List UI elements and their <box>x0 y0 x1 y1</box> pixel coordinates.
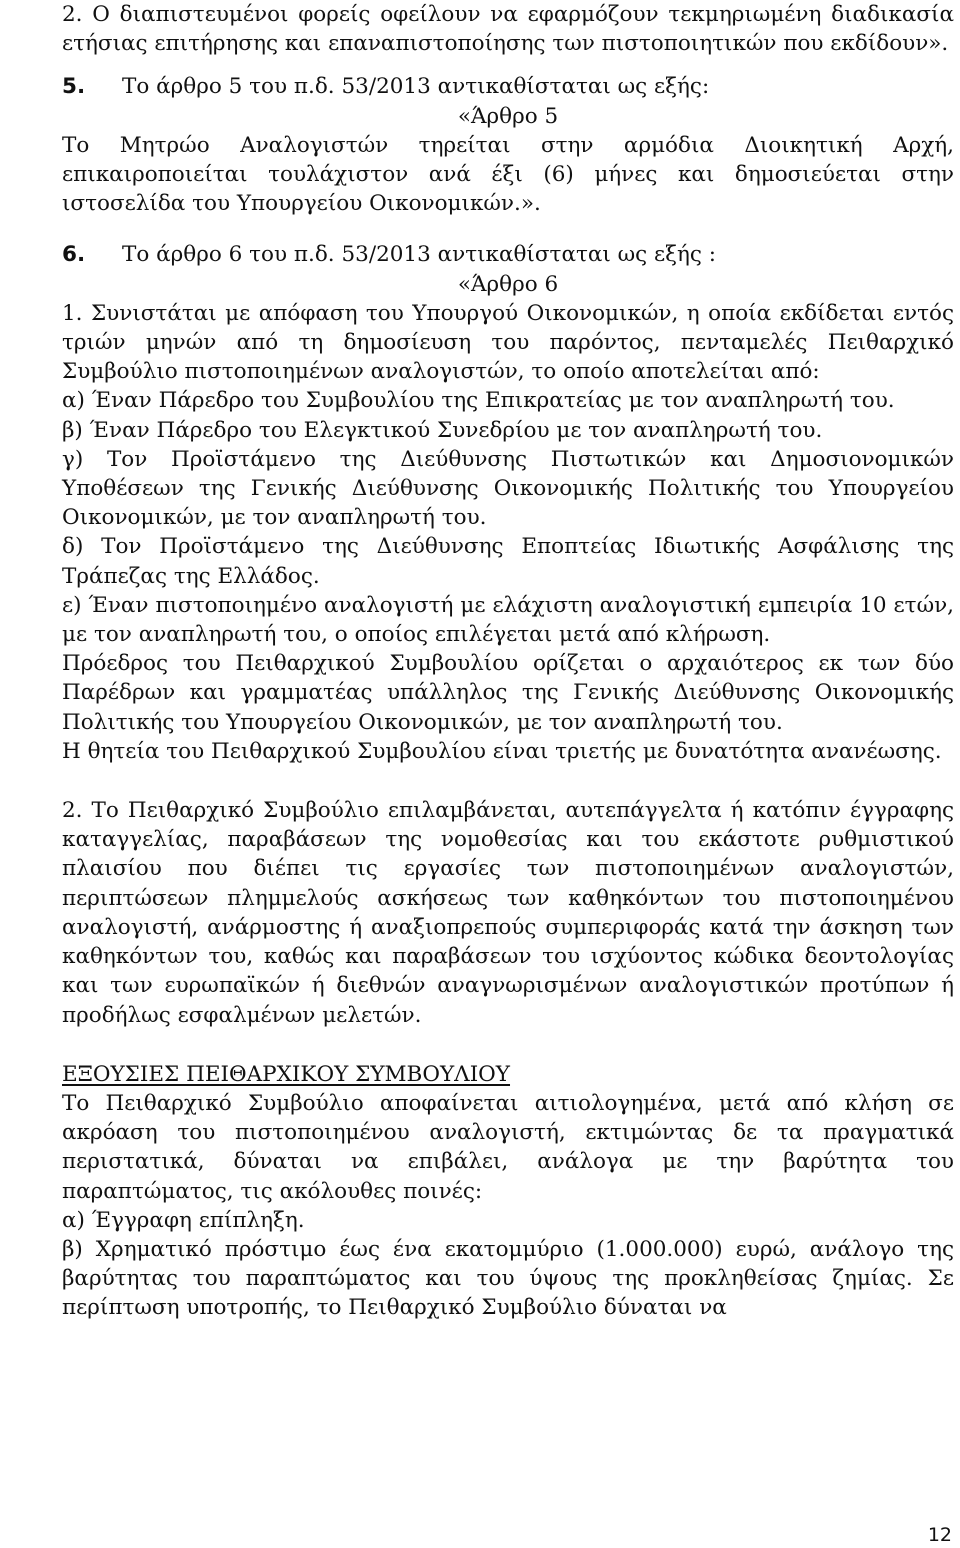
article-6-member-b: β) Έναν Πάρεδρο του Ελεγκτικού Συνεδρίου με τον αναπληρωτή του. <box>62 417 823 443</box>
page-number: 12 <box>927 1524 952 1546</box>
article-6-paragraph-1: 1. Συνιστάται με απόφαση του Υπουργού Οικονομικών, η οποία εκδίδεται εντός τριών μηνών από τη δημοσίευση του παρόντος, πενταμελές Πειθαρχικό Συμβούλιο πιστοποιημένων αναλογιστών, το οποίο αποτελείται από: <box>62 300 954 385</box>
item-5-text: Το άρθρο 5 του π.δ. 53/2013 αντικαθίσταται ως εξής: <box>122 74 710 100</box>
item-5 <box>62 72 954 101</box>
spacer <box>62 1030 954 1060</box>
article-6-member-c: γ) Τον Προϊστάμενο της Διεύθυνσης Πιστωτικών και Δημοσιονομικών Υποθέσεων της Γενικής Διεύθυνσης Οικονομικής Πολιτικής του Υπουργείου Οικονομικών, με τον αναπληρωτή του. <box>62 446 954 531</box>
spacer <box>62 58 954 72</box>
spacer <box>62 766 954 796</box>
spacer <box>62 218 954 240</box>
article-5-body: Το Μητρώο Αναλογιστών τηρείται στην αρμόδια Διοικητική Αρχή, επικαιροποιείται τουλάχιστον ανά έξι (6) μήνες και δημοσιεύεται στην ιστοσελίδα του Υπουργείου Οικονομικών.». <box>62 132 954 217</box>
penalty-a: α) Έγγραφη επίπληξη. <box>62 1207 305 1233</box>
article-5-title: «Άρθρο 5 <box>457 103 559 129</box>
article-6-president: Πρόεδρος του Πειθαρχικού Συμβουλίου ορίζεται ο αρχαιότερος εκ των δύο Παρέδρων και γραμματέας υπάλληλος της Γενικής Διεύθυνσης Οικονομικής Πολιτικής του Υπουργείου Οικονομικών, με τον αναπληρωτή του. <box>62 651 954 735</box>
powers-body: Το Πειθαρχικό Συμβούλιο αποφαίνεται αιτιολογημένα, μετά από κλήση σε ακρόαση του πιστοποιημένου αναλογιστή, εκτιμώντας δε τα πραγματικά περιστατικά, δύναται να επιβάλει, ανάλογα με την βαρύτητα του παραπτώματος, τις ακόλουθες ποινές: <box>62 1090 954 1204</box>
document-page <box>62 0 954 1323</box>
article-6-member-d: δ) Τον Προϊστάμενο της Διεύθυνσης Εποπτείας Ιδιωτικής Ασφάλισης της Τράπεζας της Ελλάδος. <box>62 534 954 589</box>
article-6-member-a: α) Έναν Πάρεδρο του Συμβουλίου της Επικρατείας με τον αναπληρωτή του. <box>62 388 895 414</box>
item-6 <box>62 240 954 269</box>
article-6-term: Η θητεία του Πειθαρχικού Συμβουλίου είναι τριετής με δυνατότητα ανανέωσης. <box>62 738 942 764</box>
powers-heading: ΕΞΟΥΣΙΕΣ ΠΕΙΘΑΡΧΙΚΟΥ ΣΥΜΒΟΥΛΙΟΥ <box>62 1061 511 1087</box>
article-6-title: «Άρθρο 6 <box>457 271 559 297</box>
item-5-number: 5. <box>62 74 86 100</box>
article-6-member-e: ε) Έναν πιστοποιημένο αναλογιστή με ελάχιστη αναλογιστική εμπειρία 10 ετών, με τον αναπληρωτή του, ο οποίος επιλέγεται μετά από κλήρωση. <box>62 592 954 648</box>
item-6-number: 6. <box>62 242 86 268</box>
penalty-b: β) Χρηματικό πρόστιμο έως ένα εκατομμύριο (1.000.000) ευρώ, ανάλογο της βαρύτητας του παραπτώματος και του ύψους της προκληθείσας ζημίας. Σε περίπτωση υποτροπής, το Πειθαρχικό Συμβούλιο δύναται να <box>62 1236 954 1321</box>
paragraph-accreditation: 2. Ο διαπιστευμένοι φορείς οφείλουν να εφαρμόζουν τεκμηριωμένη διαδικασία ετήσιας επιτήρησης και επαναπιστοποίησης των πιστοποιητικών που εκδίδουν». <box>62 2 954 57</box>
item-6-text: Το άρθρο 6 του π.δ. 53/2013 αντικαθίσταται ως εξής : <box>122 242 717 268</box>
article-6-paragraph-2: 2. Το Πειθαρχικό Συμβούλιο επιλαμβάνεται, αυτεπάγγελτα ή κατόπιν έγγραφης καταγγελίας, παραβάσεων της νομοθεσίας και του εκάστοτε ρυθμιστικού πλαισίου που διέπει τις εργασίες των πιστοποιημένων αναλογιστών, περιπτώσεων πλημμελούς ασκήσεως των καθηκόντων του πιστοποιημένου αναλογιστή, ανάρμοστης ή αναξιοπρεπούς συμπεριφοράς κατά την άσκηση των καθηκόντων του, καθώς και παραβάσεων του ισχύοντος κώδικα δεοντολογίας και των ευρωπαϊκών ή διεθνών αναγνωρισμένων αναλογιστικών προτύπων ή προδήλως εσφαλμένων μελετών. <box>62 798 954 1028</box>
